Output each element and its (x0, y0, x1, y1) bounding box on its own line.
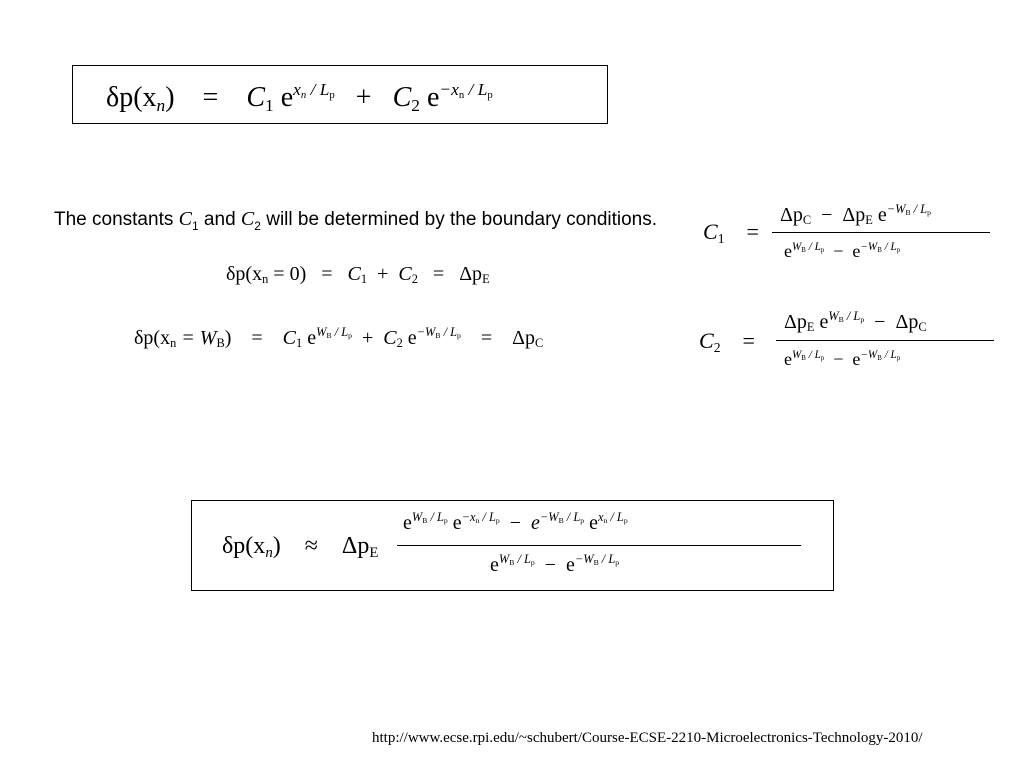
c2-numerator: ΔpE $e^{WB / Lp} - \Delta pC$ (784, 309, 927, 335)
c1-fraction-bar (772, 232, 990, 233)
c1-lhs: C1 = (703, 219, 759, 246)
approx-fraction-bar (397, 545, 801, 546)
c2-lhs: C2 = (699, 328, 755, 355)
approx-denominator: $e^{WB / Lp} - e^{-WB / Lp}$ (490, 552, 620, 576)
source-url[interactable]: http://www.ecse.rpi.edu/~schubert/Course-ECSE-2210-Microelectronics-Technology-2010/ (372, 730, 923, 746)
approx-lhs: δp(xn) ≈ ΔpE (222, 533, 379, 562)
c2-fraction-bar (776, 340, 994, 341)
approx-numerator: $e^{WB / Lp}$ $e^{-xn / Lp} - e^{-WB / Lp}$ $e^{xn / Lp}$ (403, 510, 628, 534)
c2-denominator: $e^{WB / Lp} - e^{-WB / Lp}$ (784, 349, 901, 369)
boundary-conditions-text: The constants $C_1$ and $C_2$ will be determined by the boundary conditions. (54, 208, 658, 233)
boundary-condition-1: δp(xn = 0) = C1 + C2 = ΔpE (226, 263, 490, 287)
general-solution-equation: δp(xn) = C1 $e^{xn / Lp}$ + C2 $e^{-xn / Lp}$ (106, 80, 493, 115)
c1-denominator: $e^{WB / Lp} - e^{-WB / Lp}$ (784, 241, 901, 261)
boundary-condition-2: δp(xn = WB) = C1 $e^{WB / Lp} + C2$ $e^{-WB / Lp}$ = ΔpC (134, 325, 544, 351)
c1-numerator: ΔpC − ΔpE $e^{-WB / Lp}$ (780, 202, 931, 228)
